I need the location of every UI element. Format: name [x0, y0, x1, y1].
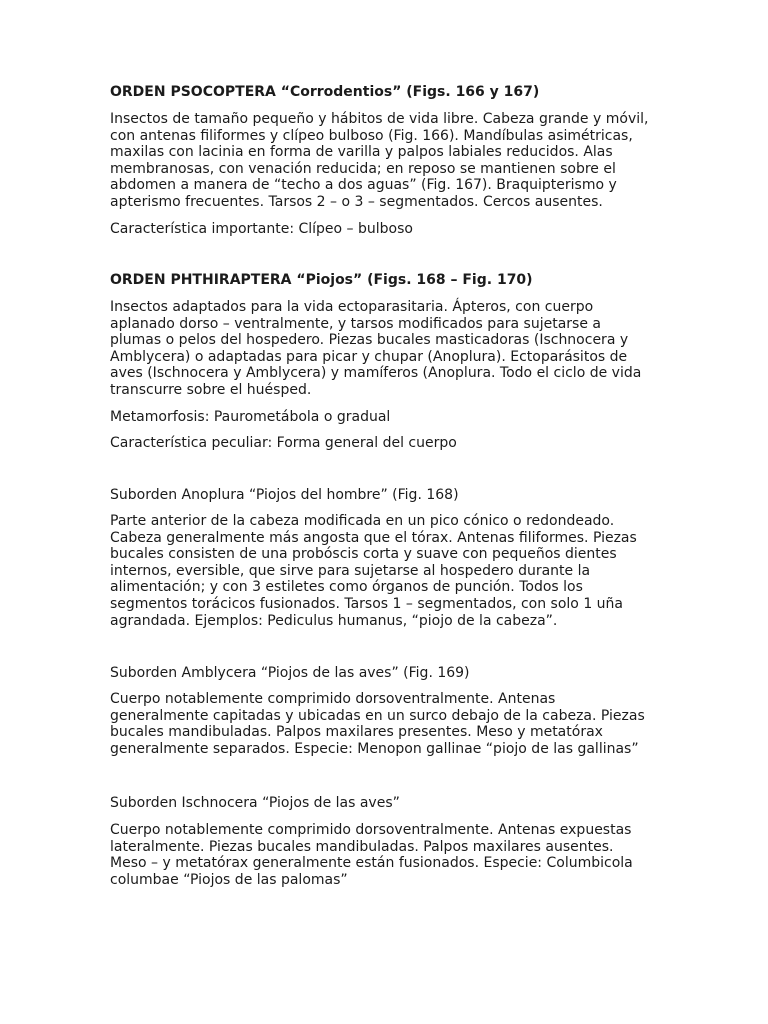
- paragraph-line: lateralmente. Piezas bucales mandibuladas. Palpos maxilares ausentes.: [110, 838, 614, 855]
- paragraph-line: Cabeza generalmente más angosta que el tórax. Antenas filiformes. Piezas: [110, 529, 637, 546]
- paragraph-line: Característica peculiar: Forma general del cuerpo: [110, 435, 457, 451]
- paragraph-line: maxilas con lacinia en forma de varilla y palpos labiales reducidos. Alas: [110, 144, 613, 161]
- paragraph-line: con antenas filiformes y clípeo bulboso (Fig. 166). Mandíbulas asimétricas,: [110, 127, 633, 144]
- paragraph-line: alimentación; y con 3 estiletes como órganos de punción. Todos los: [110, 579, 583, 596]
- paragraph-line: Meso – y metatórax generalmente están fusionados. Especie: Columbicola: [110, 855, 633, 872]
- paragraph-line: plumas o pelos del hospedero. Piezas bucales masticadoras (Ischnocera y: [110, 332, 629, 349]
- phthiraptera-metamorphosis: [110, 409, 390, 426]
- anoplura-description: [110, 513, 637, 629]
- paragraph-line: columbae “Piojos de las palomas”: [110, 871, 348, 888]
- paragraph-line: agrandada. Ejemplos: Pediculus humanus, “piojo de la cabeza”.: [110, 612, 558, 629]
- psocoptera-important-trait: [110, 221, 413, 238]
- paragraph-line: bucales consisten de una probóscis corta y suave con pequeños dientes: [110, 546, 617, 563]
- paragraph-line: Suborden Anoplura “Piojos del hombre” (Fig. 168): [110, 487, 459, 503]
- phthiraptera-description: [110, 299, 641, 399]
- psocoptera-heading: ORDEN PSOCOPTERA “Corrodentios” (Figs. 166 y 167): [110, 84, 540, 100]
- paragraph-line: Cuerpo notablemente comprimido dorsoventralmente. Antenas expuestas: [110, 822, 632, 838]
- paragraph-line: Suborden Ischnocera “Piojos de las aves”: [110, 795, 400, 811]
- phthiraptera-heading: ORDEN PHTHIRAPTERA “Piojos” (Figs. 168 – Fig. 170): [110, 272, 533, 288]
- paragraph-line: Metamorfosis: Paurometábola o gradual: [110, 409, 391, 425]
- psocoptera-description: [110, 111, 648, 211]
- paragraph-line: Característica importante: Clípeo – bulboso: [110, 221, 413, 237]
- paragraph-line: Parte anterior de la cabeza modificada en un pico cónico o redondeado.: [110, 513, 615, 529]
- amblycera-heading: [110, 665, 470, 682]
- phthiraptera-peculiar-trait: [110, 435, 457, 452]
- paragraph-line: apterismo frecuentes. Tarsos 2 – o 3 – segmentados. Cercos ausentes.: [110, 193, 603, 210]
- paragraph-line: bucales mandibuladas. Palpos maxilares presentes. Meso y metatórax: [110, 724, 603, 741]
- paragraph-line: aves (Ischnocera y Amblycera) y mamíferos (Anoplura. Todo el ciclo de vida: [110, 365, 642, 382]
- paragraph-line: abdomen a manera de “techo a dos aguas” (Fig. 167). Braquipterismo y: [110, 177, 617, 194]
- paragraph-line: Amblycera) o adaptadas para picar y chupar (Anoplura). Ectoparásitos de: [110, 348, 628, 365]
- ischnocera-description: [110, 822, 633, 888]
- paragraph-line: Insectos adaptados para la vida ectoparasitaria. Ápteros, con cuerpo: [110, 299, 594, 315]
- paragraph-line: segmentos torácicos fusionados. Tarsos 1 – segmentados, con solo 1 uña: [110, 595, 623, 612]
- anoplura-heading: [110, 487, 459, 504]
- paragraph-line: transcurre sobre el huésped.: [110, 381, 312, 398]
- paragraph-line: aplanado dorso – ventralmente, y tarsos modificados para sujetarse a: [110, 315, 601, 332]
- paragraph-line: generalmente separados. Especie: Menopon gallinae “piojo de las gallinas”: [110, 740, 639, 757]
- ischnocera-heading: [110, 795, 400, 812]
- paragraph-line: Suborden Amblycera “Piojos de las aves” (Fig. 169): [110, 665, 470, 681]
- paragraph-line: generalmente capitadas y ubicadas en un surco debajo de la cabeza. Piezas: [110, 707, 645, 724]
- amblycera-description: [110, 691, 645, 757]
- paragraph-line: Insectos de tamaño pequeño y hábitos de vida libre. Cabeza grande y móvil,: [110, 111, 649, 127]
- paragraph-line: internos, eversible, que sirve para sujetarse al hospedero durante la: [110, 562, 591, 579]
- paragraph-line: membranosas, con venación reducida; en reposo se mantienen sobre el: [110, 160, 616, 177]
- paragraph-line: Cuerpo notablemente comprimido dorsoventralmente. Antenas: [110, 691, 556, 707]
